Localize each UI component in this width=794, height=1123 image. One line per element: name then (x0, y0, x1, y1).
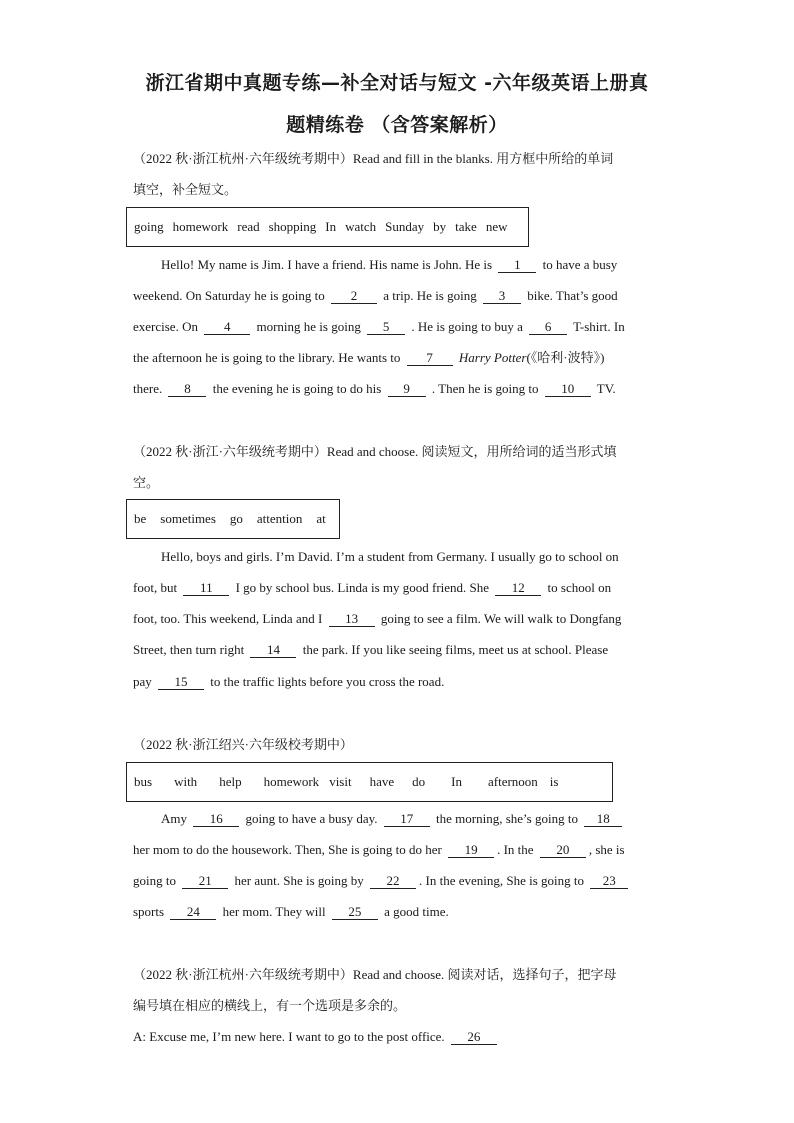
text-run: , she is (588, 842, 625, 857)
blank-14[interactable]: 14 (250, 642, 296, 658)
word-box-item: is (549, 774, 559, 789)
word-box-item: attention (256, 511, 303, 526)
text-run: foot, but (133, 580, 178, 595)
text-run: Street, then turn right (133, 642, 245, 657)
blank-24[interactable]: 24 (170, 904, 216, 920)
section2-para-line (133, 579, 663, 597)
section1-para-line (161, 256, 691, 274)
section1-para-line (133, 349, 663, 367)
section2-para-line (133, 641, 663, 659)
text-run: Amy (161, 811, 187, 826)
blank-26[interactable]: 26 (451, 1029, 497, 1045)
text-run: bike. That’s good (527, 288, 618, 303)
blank-10[interactable]: 10 (545, 381, 591, 397)
blank-20[interactable]: 20 (540, 842, 586, 858)
section2-source-line1: （2022 秋·浙江·六年级统考期中）Read and choose. 阅读短文，用所给词的适当形式填 (133, 444, 617, 459)
text-run: going to have a busy day. (245, 811, 378, 826)
section4-dialog-line (133, 1028, 663, 1046)
blank-23[interactable]: 23 (590, 873, 628, 889)
section2-word-box (126, 499, 340, 539)
word-box-item: new (485, 219, 508, 234)
word-box-item: homework (263, 774, 320, 789)
text-run: foot, too. This weekend, Linda and I (133, 611, 323, 626)
section1-para-line (133, 380, 663, 398)
word-box-item: go (229, 511, 243, 526)
text-run: I go by school bus. Linda is my good friend. She (235, 580, 490, 595)
blank-19[interactable]: 19 (448, 842, 494, 858)
dialog-text: A: Excuse me, I’m new here. I want to go to the post office. (133, 1029, 445, 1044)
text-run: . In the (497, 842, 534, 857)
blank-16[interactable]: 16 (193, 811, 239, 827)
word-box-item: help (219, 774, 242, 789)
section1-para-line (133, 318, 663, 336)
word-box-item: In (325, 219, 337, 234)
blank-15[interactable]: 15 (158, 674, 204, 690)
section1-source-line1: （2022 秋·浙江杭州·六年级统考期中）Read and fill in the blanks. 用方框中所给的单词 (133, 151, 614, 166)
text-run: the afternoon he is going to the library. He wants to (133, 350, 401, 365)
word-box-item: read (237, 219, 260, 234)
section1-word-box (126, 207, 529, 247)
word-box-item: do (412, 774, 426, 789)
word-box-item: In (451, 774, 462, 789)
section3-para-line (161, 810, 691, 828)
blank-3[interactable]: 3 (483, 288, 521, 304)
text-run: her mom to do the housework. Then, She is going to do her (133, 842, 442, 857)
blank-7[interactable]: 7 (407, 350, 453, 366)
text-run: going to see a film. We will walk to Dongfang (380, 611, 622, 626)
text-run: her mom. They will (222, 904, 326, 919)
text-run: a trip. He is going (383, 288, 477, 303)
text-run: . In the evening, She is going to (419, 873, 585, 888)
text-run: the morning, she’s going to (436, 811, 578, 826)
section4-source-line2: 编号填在相应的横线上，有一个选项是多余的。 (133, 998, 407, 1013)
text-run: to school on (547, 580, 612, 595)
blank-4[interactable]: 4 (204, 319, 250, 335)
section3-para-line (133, 872, 663, 890)
section2-para-line (133, 673, 663, 691)
section1-para-line (133, 287, 663, 305)
section2-source-line2: 空。 (133, 475, 160, 490)
text-run: Hello! My name is Jim. I have a friend. His name is John. He is (161, 257, 493, 272)
text-run: weekend. On Saturday he is going to (133, 288, 325, 303)
section3-word-box (126, 762, 613, 802)
text-run: TV. (596, 381, 616, 396)
blank-17[interactable]: 17 (384, 811, 430, 827)
blank-1[interactable]: 1 (498, 257, 536, 273)
blank-5[interactable]: 5 (367, 319, 405, 335)
text-run: . Then he is going to (431, 381, 539, 396)
text-run: . He is going to buy a (411, 319, 523, 334)
text-run: pay (133, 674, 152, 689)
word-box-item: at (316, 511, 326, 526)
text-run: to have a busy (542, 257, 618, 272)
section3-para-line (133, 903, 663, 921)
section2-para-line: Hello, boys and girls. I’m David. I’m a student from Germany. I usually go to school on (161, 549, 619, 564)
blank-25[interactable]: 25 (332, 904, 378, 920)
word-box-item: with (174, 774, 198, 789)
section3-para-line (133, 841, 663, 859)
word-box-item: have (369, 774, 395, 789)
text-run: her aunt. She is going by (234, 873, 364, 888)
text-run: sports (133, 904, 165, 919)
word-box-item: Sunday (385, 219, 425, 234)
text-run: T-shirt. In (573, 319, 625, 334)
blank-2[interactable]: 2 (331, 288, 377, 304)
doc-title-line1: 浙江省期中真题专练—补全对话与短文 -六年级英语上册真 (145, 72, 649, 94)
blank-22[interactable]: 22 (370, 873, 416, 889)
blank-11[interactable]: 11 (183, 580, 229, 596)
section1-source-line2: 填空，补全短文。 (133, 182, 238, 197)
text-run: (《哈利·波特》) (526, 350, 605, 365)
text-run: the park. If you like seeing films, meet us at school. Please (302, 642, 609, 657)
word-box-item: afternoon (487, 774, 538, 789)
word-box-item: visit (329, 774, 352, 789)
text-run: a good time. (384, 904, 449, 919)
text-run: to the traffic lights before you cross the road. (210, 674, 445, 689)
section4-source-line1: （2022 秋·浙江杭州·六年级统考期中）Read and choose. 阅读对话，选择句子，把字母 (133, 967, 617, 982)
doc-title-line2: 题精练卷 （含答案解析） (286, 114, 508, 136)
section2-para-line (133, 610, 663, 628)
word-box-item: shopping (268, 219, 317, 234)
word-box-item: take (455, 219, 477, 234)
word-box-item: sometimes (160, 511, 216, 526)
text-run: morning he is going (256, 319, 361, 334)
text-run: there. (133, 381, 163, 396)
word-box-item: homework (172, 219, 229, 234)
blank-6[interactable]: 6 (529, 319, 567, 335)
blank-9[interactable]: 9 (388, 381, 426, 397)
word-box-item: by (433, 219, 447, 234)
blank-21[interactable]: 21 (182, 873, 228, 889)
word-box-item: be (134, 511, 147, 526)
book-title: Harry Potter (458, 350, 527, 365)
word-box-item: watch (345, 219, 377, 234)
blank-13[interactable]: 13 (329, 611, 375, 627)
text-run: going to (133, 873, 176, 888)
text-run: exercise. On (133, 319, 198, 334)
word-box-item: bus (134, 774, 153, 789)
blank-8[interactable]: 8 (168, 381, 206, 397)
section3-source: （2022 秋·浙江绍兴·六年级校考期中） (133, 737, 353, 752)
blank-12[interactable]: 12 (495, 580, 541, 596)
word-box-item: going (134, 219, 164, 234)
text-run: the evening he is going to do his (212, 381, 382, 396)
blank-18[interactable]: 18 (584, 811, 622, 827)
